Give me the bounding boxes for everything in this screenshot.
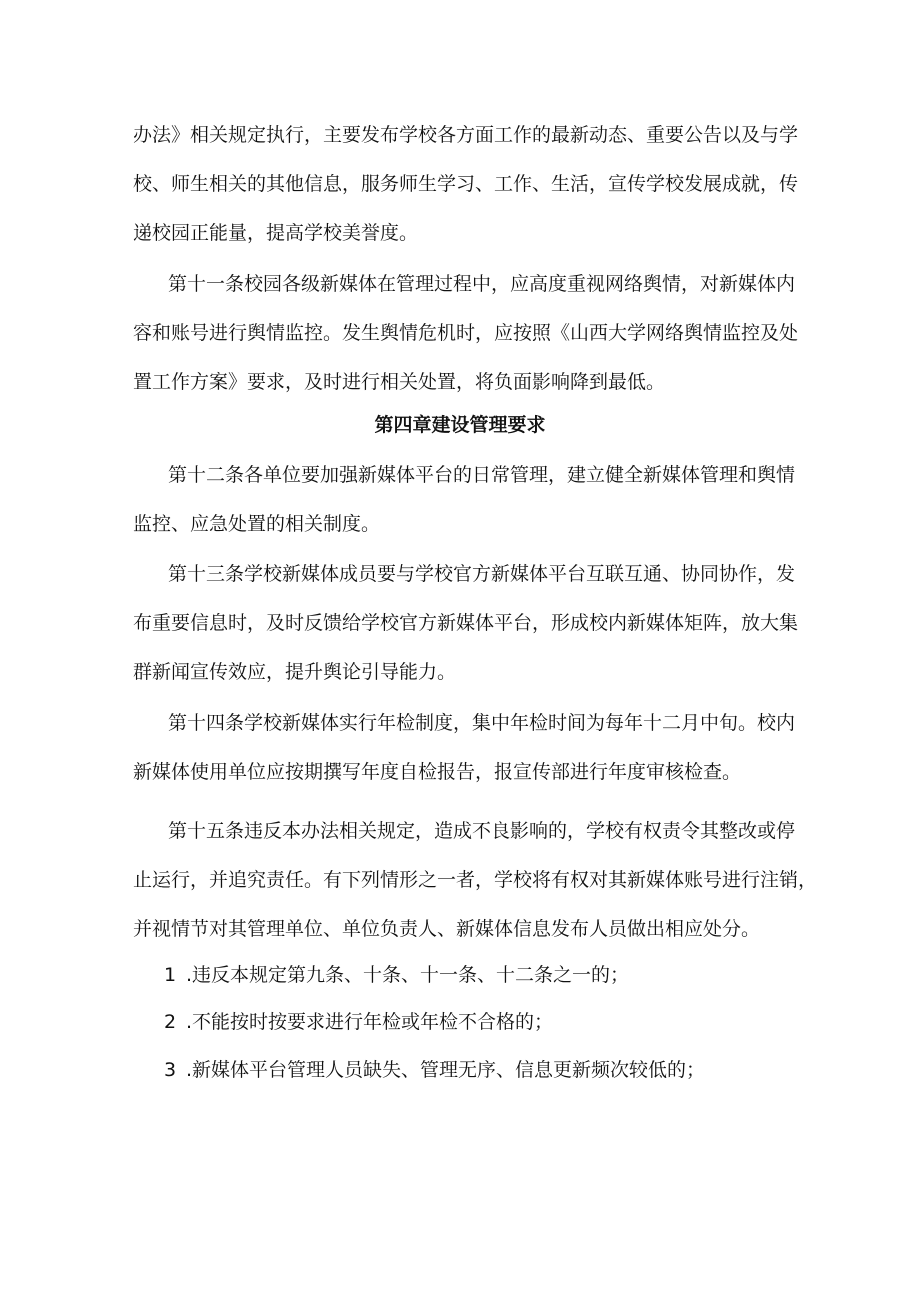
article-11-line: 置工作方案》要求，及时进行相关处置，将负面影响降到最低。 bbox=[133, 371, 666, 393]
paragraph-line: 办法》相关规定执行，主要发布学校各方面工作的最新动态、重要公告以及与学 bbox=[133, 124, 799, 146]
article-15-line: 止运行，并追究责任。有下列情形之一者，学校将有权对其新媒体账号进行注销， bbox=[133, 869, 818, 891]
list-item-text: .不能按时按要求进行年检或年检不合格的； bbox=[186, 1011, 554, 1033]
list-item bbox=[164, 1005, 553, 1039]
paragraph-line: 校、师生相关的其他信息，服务师生学习、工作、生活，宣传学校发展成就，传 bbox=[133, 173, 799, 195]
list-item-number: 1 bbox=[164, 964, 177, 986]
article-11-line: 第十一条校园各级新媒体在管理过程中，应高度重视网络舆情，对新媒体内 bbox=[168, 273, 796, 295]
list-item-number: 3 bbox=[164, 1059, 177, 1081]
list-item bbox=[164, 958, 629, 992]
list-item-text: .新媒体平台管理人员缺失、管理无序、信息更新频次较低的； bbox=[186, 1059, 706, 1081]
article-14-line: 新媒体使用单位应按期撰写年度自检报告，报宣传部进行年度审核检查。 bbox=[133, 761, 742, 783]
article-13-line: 第十三条学校新媒体成员要与学校官方新媒体平台互联互通、协同协作，发 bbox=[168, 563, 796, 585]
article-13-line: 布重要信息时，及时反馈给学校官方新媒体平台，形成校内新媒体矩阵，放大集 bbox=[133, 612, 799, 634]
article-15-line: 并视情节对其管理单位、单位负责人、新媒体信息发布人员做出相应处分。 bbox=[133, 918, 761, 940]
paragraph-line: 递校园正能量，提高学校美誉度。 bbox=[133, 222, 419, 244]
article-13-line: 群新闻宣传效应，提升舆论引导能力。 bbox=[133, 661, 457, 683]
article-15-line: 第十五条违反本办法相关规定，造成不良影响的，学校有权责令其整改或停 bbox=[168, 820, 796, 842]
list-item-text: .违反本规定第九条、十条、十一条、十二条之一的； bbox=[186, 964, 630, 986]
article-14-line: 第十四条学校新媒体实行年检制度，集中年检时间为每年十二月中旬。校内 bbox=[168, 712, 796, 734]
list-item-number: 2 bbox=[164, 1011, 177, 1033]
article-12-line: 监控、应急处置的相关制度。 bbox=[133, 513, 381, 535]
chapter-heading: 第四章建设管理要求 bbox=[374, 414, 546, 436]
list-item bbox=[164, 1053, 705, 1087]
article-11-line: 容和账号进行舆情监控。发生舆情危机时，应按照《山西大学网络舆情监控及处 bbox=[133, 322, 799, 344]
article-12-line: 第十二条各单位要加强新媒体平台的日常管理，建立健全新媒体管理和舆情 bbox=[168, 464, 796, 486]
